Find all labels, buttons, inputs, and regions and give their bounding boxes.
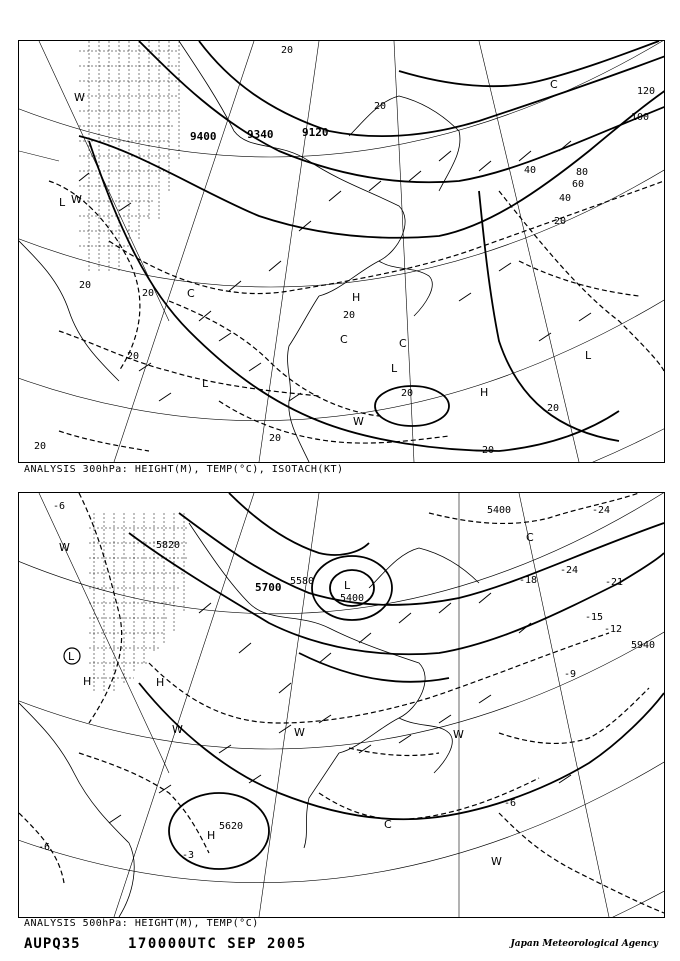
warm-center-marker: W <box>453 728 464 741</box>
valid-time: 170000UTC SEP 2005 <box>128 936 307 952</box>
isotach-label-100: 100 <box>631 112 650 123</box>
caption-500hpa: ANALYSIS 500hPa: HEIGHT(M), TEMP(°C) <box>24 918 259 929</box>
warm-center-marker: W <box>491 855 502 868</box>
isotach-label-20: 20 <box>401 388 414 399</box>
warm-center-marker: W <box>294 726 305 739</box>
coastlines <box>19 523 479 917</box>
isotherm-label-m15: -15 <box>585 612 604 623</box>
height-label-9120: 9120 <box>302 126 329 139</box>
upper-chart-300hpa <box>18 40 665 463</box>
agency-credit: Japan Meteorological Agency <box>510 939 658 949</box>
height-label-5820: 5820 <box>156 540 181 551</box>
warm-center-marker: W <box>59 541 70 554</box>
isotach-label-20: 20 <box>127 351 140 362</box>
high-center-marker: H <box>207 829 216 842</box>
graticule <box>19 41 664 462</box>
map-300hpa-svg <box>19 41 664 462</box>
isotach-label-80: 80 <box>576 167 589 178</box>
isotach-label-60: 60 <box>572 179 585 190</box>
height-label-5400: 5400 <box>340 593 365 604</box>
height-label-5400: 5400 <box>487 505 512 516</box>
height-label-5580: 5580 <box>290 576 315 587</box>
low-center-marker: L <box>344 579 351 592</box>
height-label-5620: 5620 <box>219 821 244 832</box>
cold-center-marker: C <box>550 78 558 91</box>
low-center-marker: L <box>585 349 592 362</box>
isotach-label-120: 120 <box>637 86 656 97</box>
height-contours <box>79 41 664 451</box>
map-500hpa-svg <box>19 493 664 917</box>
upper-chart-500hpa <box>18 492 665 918</box>
low-center-marker: L <box>68 650 75 663</box>
height-label-9340: 9340 <box>247 128 274 141</box>
warm-center-marker: W <box>353 415 364 428</box>
height-contours <box>129 493 664 869</box>
isotherm-label-m6: -6 <box>53 501 66 512</box>
cold-center-marker: C <box>526 531 534 544</box>
low-center-marker: L <box>59 196 66 209</box>
isotach-label-20: 20 <box>142 288 155 299</box>
isotach-label-20: 20 <box>554 216 567 227</box>
high-center-marker: H <box>480 386 489 399</box>
isotach-label-20: 20 <box>269 433 282 444</box>
isotherm-label-m3: -3 <box>182 850 195 861</box>
caption-300hpa: ANALYSIS 300hPa: HEIGHT(M), TEMP(°C), ISOTACH(KT) <box>24 464 344 475</box>
isotherm-label-m9: -9 <box>564 669 577 680</box>
warm-center-marker: W <box>172 723 183 736</box>
isotherms <box>19 493 664 913</box>
high-center-marker: H <box>156 676 165 689</box>
height-label-9400: 9400 <box>190 130 217 143</box>
cold-center-marker: C <box>399 337 407 350</box>
isotach-label-20: 20 <box>343 310 356 321</box>
isotach-label-20: 20 <box>281 45 294 56</box>
cold-center-marker: C <box>340 333 348 346</box>
isotherm-label-m12: -12 <box>604 624 623 635</box>
wind-barbs <box>79 141 591 401</box>
high-center-marker: H <box>83 675 92 688</box>
isotach-label-20: 20 <box>79 280 92 291</box>
low-center-marker: L <box>202 377 209 390</box>
high-center-marker: H <box>352 291 361 304</box>
isotherm-label-m18: -18 <box>519 575 538 586</box>
cold-center-marker: C <box>187 287 195 300</box>
isotherm-label-m6: -6 <box>38 842 51 853</box>
isotherm-label-m6: -6 <box>504 798 517 809</box>
cold-center-marker: C <box>384 818 392 831</box>
isotherm-label-m21: -21 <box>605 577 624 588</box>
isotach-label-40: 40 <box>559 193 572 204</box>
height-label-5940: 5940 <box>631 640 656 651</box>
isotach-label-40: 40 <box>524 165 537 176</box>
isotach-label-20: 20 <box>482 445 495 456</box>
chart-code: AUPQ35 <box>24 936 81 952</box>
height-label-5700: 5700 <box>255 581 282 594</box>
wind-barbs <box>109 593 571 823</box>
isotach-label-20: 20 <box>34 441 47 452</box>
isotherm-label-m24: -24 <box>592 505 611 516</box>
isotherm-label-m24: -24 <box>560 565 579 576</box>
isotach-label-20: 20 <box>547 403 560 414</box>
low-center-marker: L <box>391 362 398 375</box>
warm-center-marker: W <box>71 193 82 206</box>
warm-center-marker: W <box>74 91 85 104</box>
isotach-label-20: 20 <box>374 101 387 112</box>
coastlines <box>19 41 460 462</box>
